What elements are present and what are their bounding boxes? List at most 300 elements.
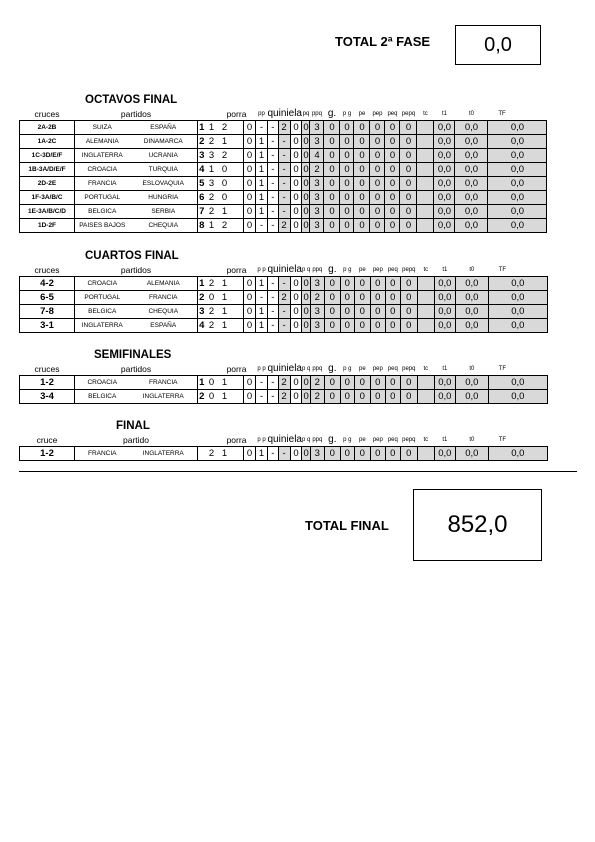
- match-number-cell: 3: [199, 306, 205, 317]
- t1-cell: 0,0: [434, 319, 455, 333]
- header-tc: tc: [423, 267, 429, 273]
- pep-cell: 0: [354, 177, 370, 191]
- match-number-cell: 5: [199, 178, 205, 189]
- header-pep: pep: [372, 267, 383, 273]
- quiniela-2-cell: 2: [278, 291, 290, 305]
- pepq-cell: 0: [385, 205, 400, 219]
- pg-cell: 0: [324, 390, 340, 404]
- header-pp: pp: [258, 111, 265, 117]
- header-g: g.: [328, 434, 337, 445]
- tc-cell: 0: [400, 305, 417, 319]
- header-pg: p g: [343, 437, 352, 443]
- t1-cell: 0,0: [434, 277, 455, 291]
- t0-cell: 0,0: [455, 291, 488, 305]
- quiniela-1-cell: 1: [256, 163, 268, 177]
- quiniela-2-cell: 2: [278, 121, 290, 135]
- header-row: [20, 434, 548, 447]
- pepq-cell: 0: [385, 135, 400, 149]
- quiniela-1-cell: 1: [256, 191, 268, 205]
- porra-local-cell: 2: [206, 191, 218, 205]
- porra-local-cell: 0: [206, 390, 218, 404]
- quiniela-x-cell: -: [268, 163, 279, 177]
- porra-visitante-cell: 2: [218, 121, 232, 135]
- t0-cell: 0,0: [455, 277, 488, 291]
- team-local-cell: BELGICA: [75, 305, 130, 319]
- quiniela-x-cell: -: [268, 149, 279, 163]
- quiniela-1-cell: 1: [256, 149, 268, 163]
- cruce-cell: 3-4: [20, 390, 75, 404]
- porra-spacer-cell: [232, 305, 244, 319]
- header-pe: pe: [358, 437, 366, 443]
- cuartos-title: CUARTOS FINAL: [85, 250, 179, 262]
- tc-spacer-cell: [417, 219, 434, 233]
- g-cell: 3: [310, 447, 324, 461]
- header-pq: p q: [301, 267, 311, 273]
- team-visitante-cell: FRANCIA: [130, 376, 198, 390]
- pp-cell: 0: [244, 319, 256, 333]
- pe-cell: 0: [340, 135, 354, 149]
- team-local-cell: INGLATERRA: [75, 149, 130, 163]
- header-pp: p p: [257, 437, 266, 443]
- table-row: [20, 219, 547, 233]
- header-tc: tc: [423, 111, 428, 117]
- tc-spacer-cell: [417, 277, 434, 291]
- porra-spacer-cell: [232, 191, 244, 205]
- t0-cell: 0,0: [455, 149, 488, 163]
- t0-cell: 0,0: [455, 205, 488, 219]
- quiniela-2-cell: -: [278, 447, 290, 461]
- porra-visitante-cell: 0: [218, 177, 232, 191]
- pe-cell: 0: [340, 277, 354, 291]
- header-cruces: cruce: [36, 435, 58, 445]
- quiniela-2-cell: -: [278, 163, 290, 177]
- team-visitante-cell: CHEQUIA: [130, 219, 198, 233]
- header-partidos: partido: [123, 435, 149, 445]
- team-local-cell: BELGICA: [75, 390, 130, 404]
- porra-spacer-cell: [232, 149, 244, 163]
- porra-spacer-cell: [232, 135, 244, 149]
- header-pp: p p: [257, 267, 266, 273]
- quiniela-1-cell: 1: [256, 447, 268, 461]
- header-blank: [198, 434, 206, 447]
- pe-cell: 0: [340, 390, 354, 404]
- porra-local-cell: 0: [206, 291, 218, 305]
- team-local-cell: CROACIA: [75, 163, 130, 177]
- header-pp: p p: [257, 366, 266, 372]
- pepq-cell: 0: [385, 163, 400, 177]
- peq-cell: 0: [370, 390, 385, 404]
- pe-cell: 0: [340, 219, 354, 233]
- quiniela-x-cell: -: [268, 177, 279, 191]
- quiniela-2-cell: -: [278, 205, 290, 219]
- pp-cell: 0: [244, 390, 256, 404]
- team-visitante-cell: FRANCIA: [130, 291, 198, 305]
- header-t1: t1: [442, 437, 448, 443]
- header-ppq: ppq: [312, 437, 323, 443]
- porra-local-cell: 3: [206, 177, 218, 191]
- g-cell: 2: [310, 163, 324, 177]
- porra-visitante-cell: 1: [218, 205, 232, 219]
- ppq-cell: 0: [303, 136, 309, 147]
- pp-cell: 0: [244, 376, 256, 390]
- header-pepq: pepq: [402, 366, 416, 372]
- ppq-cell: 0: [303, 206, 309, 217]
- g-cell: 2: [310, 376, 324, 390]
- peq-cell: 0: [370, 319, 385, 333]
- header-pep: pep: [372, 437, 383, 443]
- cruce-cell: 1C-3D/E/F: [20, 149, 75, 163]
- pe-cell: 0: [340, 177, 354, 191]
- header-peq: peq: [387, 437, 398, 443]
- header-tc: tc: [423, 437, 429, 443]
- pe-cell: 0: [340, 149, 354, 163]
- pq-cell: 0: [290, 319, 302, 333]
- header-blank: [206, 264, 218, 277]
- tc-cell: 0: [400, 219, 417, 233]
- pe-cell: 0: [340, 191, 354, 205]
- team-local-cell: FRANCIA: [75, 447, 130, 461]
- team-visitante-cell: CHEQUIA: [130, 305, 198, 319]
- match-number-cell: 1: [199, 278, 205, 289]
- quiniela-2-cell: -: [278, 277, 290, 291]
- pg-cell: 0: [324, 191, 340, 205]
- pep-cell: 0: [354, 376, 370, 390]
- pq-cell: 0: [290, 177, 302, 191]
- peq-cell: 0: [370, 376, 385, 390]
- t1-cell: 0,0: [434, 149, 455, 163]
- quiniela-1-cell: -: [256, 376, 268, 390]
- t1-cell: 0,0: [434, 163, 455, 177]
- t1-cell: 0,0: [434, 121, 455, 135]
- cruce-cell: 1B-3A/D/E/F: [20, 163, 75, 177]
- header-partidos: partidos: [120, 364, 152, 374]
- team-local-cell: SUIZA: [75, 121, 130, 135]
- cruce-cell: 1-2: [20, 376, 75, 390]
- quiniela-2-cell: -: [278, 177, 290, 191]
- header-t1: t1: [441, 111, 447, 117]
- pepq-cell: 0: [385, 149, 400, 163]
- tc-cell: 0: [400, 291, 417, 305]
- porra-spacer-cell: [232, 319, 244, 333]
- header-tf: TF: [498, 111, 506, 117]
- quiniela-2-cell: -: [278, 305, 290, 319]
- cruce-cell: 7-8: [20, 305, 75, 319]
- pq-cell: 0: [290, 121, 302, 135]
- table-row: [20, 305, 548, 319]
- porra-visitante-cell: 1: [218, 319, 232, 333]
- header-porra: porra: [226, 435, 247, 445]
- table-row: [20, 163, 547, 177]
- pep-cell: 0: [354, 163, 370, 177]
- match-number-cell: 6: [199, 192, 205, 203]
- ppq-cell: 0: [303, 278, 309, 289]
- quiniela-x-cell: -: [268, 121, 279, 135]
- team-visitante-cell: ALEMANIA: [130, 277, 198, 291]
- pep-cell: 0: [354, 149, 370, 163]
- header-porra: porra: [226, 109, 247, 119]
- ppq-cell: 0: [303, 122, 309, 133]
- pepq-cell: 0: [385, 191, 400, 205]
- pg-cell: 0: [324, 291, 340, 305]
- quiniela-x-cell: -: [268, 219, 279, 233]
- header-t0: t0: [469, 437, 475, 443]
- t1-cell: 0,0: [434, 390, 455, 404]
- quiniela-x-cell: -: [268, 191, 279, 205]
- header-porra: porra: [226, 265, 247, 275]
- header-g: g.: [328, 264, 337, 275]
- header-tf: TF: [498, 437, 506, 443]
- pp-cell: 0: [244, 177, 256, 191]
- bottom-divider: [19, 471, 577, 472]
- pp-cell: 0: [244, 135, 256, 149]
- pep-cell: 0: [354, 277, 370, 291]
- pep-cell: 0: [354, 121, 370, 135]
- pepq-cell: 0: [385, 390, 400, 404]
- total-final-label: TOTAL FINAL: [305, 518, 389, 533]
- pg-cell: 0: [324, 205, 340, 219]
- porra-spacer-cell: [232, 390, 244, 404]
- pg-cell: 0: [324, 376, 340, 390]
- header-row: [20, 363, 548, 376]
- tc-spacer-cell: [417, 305, 434, 319]
- header-ppq: ppq: [312, 267, 323, 273]
- header-peq: peq: [387, 111, 398, 117]
- pg-cell: 0: [324, 305, 340, 319]
- t0-cell: 0,0: [455, 319, 488, 333]
- t0-cell: 0,0: [455, 219, 488, 233]
- pg-cell: 0: [324, 277, 340, 291]
- tc-spacer-cell: [417, 149, 434, 163]
- porra-visitante-cell: 0: [218, 163, 232, 177]
- cruce-cell: 6-5: [20, 291, 75, 305]
- pp-cell: 0: [244, 121, 256, 135]
- quiniela-x-cell: -: [268, 447, 279, 461]
- header-blank: [206, 363, 218, 376]
- ppq-cell: 0: [303, 448, 309, 459]
- header-blank: [198, 363, 206, 376]
- tf-cell: 0,0: [488, 149, 547, 163]
- header-pg: p g: [342, 111, 352, 117]
- header-pe: pe: [358, 366, 366, 372]
- porra-local-cell: 1: [206, 163, 218, 177]
- g-cell: 3: [310, 277, 324, 291]
- pq-cell: 0: [290, 205, 302, 219]
- porra-local-cell: 1: [206, 219, 218, 233]
- header-porra: porra: [226, 364, 247, 374]
- porra-visitante-cell: 0: [218, 191, 232, 205]
- g-cell: 2: [310, 390, 324, 404]
- peq-cell: 0: [370, 163, 385, 177]
- table-row: [20, 135, 547, 149]
- t0-cell: 0,0: [455, 191, 488, 205]
- tc-spacer-cell: [417, 319, 434, 333]
- header-g: g.: [328, 363, 337, 374]
- table-row: [20, 177, 547, 191]
- porra-visitante-cell: 1: [218, 376, 232, 390]
- tc-spacer-cell: [417, 291, 434, 305]
- team-local-cell: BELGICA: [75, 205, 130, 219]
- pg-cell: 0: [324, 319, 340, 333]
- t1-cell: 0,0: [434, 376, 455, 390]
- t0-cell: 0,0: [455, 390, 488, 404]
- pp-cell: 0: [244, 163, 256, 177]
- header-pep: pep: [372, 111, 383, 117]
- tf-cell: 0,0: [488, 319, 547, 333]
- pepq-cell: 0: [385, 291, 400, 305]
- header-cruces: cruces: [34, 109, 60, 119]
- quiniela-1-cell: 1: [256, 135, 268, 149]
- header-pq: p q: [301, 366, 311, 372]
- team-visitante-cell: SERBIA: [130, 205, 198, 219]
- pep-cell: 0: [354, 305, 370, 319]
- t1-cell: 0,0: [434, 305, 455, 319]
- cruce-cell: 1E-3A/B/C/D: [20, 205, 75, 219]
- header-row: [20, 108, 547, 121]
- t0-cell: 0,0: [455, 447, 488, 461]
- tf-cell: 0,0: [488, 305, 547, 319]
- match-number-cell: 2: [199, 292, 205, 303]
- pq-cell: 0: [290, 191, 302, 205]
- semis-title: SEMIFINALES: [94, 349, 172, 361]
- quiniela-2-cell: 2: [278, 219, 290, 233]
- pq-cell: 0: [290, 305, 302, 319]
- table-row: [20, 447, 548, 461]
- porra-visitante-cell: 1: [218, 447, 232, 461]
- pp-cell: 0: [244, 447, 256, 461]
- header-t1: t1: [442, 267, 448, 273]
- header-peq: peq: [387, 267, 398, 273]
- pep-cell: 0: [354, 205, 370, 219]
- header-ppq: ppq: [311, 111, 322, 117]
- header-tf: TF: [498, 267, 506, 273]
- quiniela-x-cell: -: [268, 135, 279, 149]
- header-blank: [198, 108, 206, 121]
- cruce-cell: 3-1: [20, 319, 75, 333]
- tf-cell: 0,0: [488, 205, 547, 219]
- quiniela-1-cell: -: [256, 219, 268, 233]
- pep-cell: 0: [354, 191, 370, 205]
- tf-cell: 0,0: [488, 135, 547, 149]
- peq-cell: 0: [370, 191, 385, 205]
- quiniela-1-cell: 1: [256, 277, 268, 291]
- team-visitante-cell: INGLATERRA: [130, 447, 198, 461]
- octavos-table: [19, 108, 547, 233]
- porra-spacer-cell: [232, 177, 244, 191]
- header-pep: pep: [372, 366, 383, 372]
- cruce-cell: 1D-2F: [20, 219, 75, 233]
- quiniela-1-cell: -: [256, 390, 268, 404]
- peq-cell: 0: [370, 447, 385, 461]
- team-local-cell: ALEMANIA: [75, 135, 130, 149]
- pg-cell: 0: [324, 219, 340, 233]
- pe-cell: 0: [340, 205, 354, 219]
- g-cell: 2: [310, 291, 324, 305]
- t1-cell: 0,0: [434, 177, 455, 191]
- peq-cell: 0: [370, 219, 385, 233]
- quiniela-1-cell: 1: [256, 305, 268, 319]
- quiniela-x-cell: -: [268, 291, 279, 305]
- pg-cell: 0: [324, 135, 340, 149]
- t1-cell: 0,0: [434, 447, 455, 461]
- pepq-cell: 0: [385, 219, 400, 233]
- peq-cell: 0: [370, 121, 385, 135]
- pepq-cell: 0: [385, 376, 400, 390]
- pepq-cell: 0: [385, 305, 400, 319]
- tf-cell: 0,0: [488, 390, 547, 404]
- header-g: g.: [327, 108, 337, 119]
- porra-local-cell: 3: [206, 149, 218, 163]
- team-visitante-cell: HUNGRIA: [130, 191, 198, 205]
- quiniela-x-cell: -: [268, 319, 279, 333]
- header-pepq: pepq: [402, 437, 416, 443]
- pq-cell: 0: [290, 376, 302, 390]
- team-visitante-cell: DINAMARCA: [130, 135, 198, 149]
- peq-cell: 0: [370, 277, 385, 291]
- quiniela-1-cell: -: [256, 291, 268, 305]
- header-ppq: ppq: [312, 366, 323, 372]
- header-pq: pq: [302, 111, 310, 117]
- pepq-cell: 0: [385, 447, 400, 461]
- header-t0: t0: [469, 267, 475, 273]
- peq-cell: 0: [370, 205, 385, 219]
- team-visitante-cell: ESLOVAQUIA: [130, 177, 198, 191]
- header-t1: t1: [442, 366, 448, 372]
- pepq-cell: 0: [385, 177, 400, 191]
- cruce-cell: 1-2: [20, 447, 75, 461]
- ppq-cell: 0: [303, 150, 309, 161]
- peq-cell: 0: [370, 135, 385, 149]
- tc-cell: 0: [400, 277, 417, 291]
- total-fase-label: TOTAL 2ª FASE: [335, 34, 431, 49]
- t1-cell: 0,0: [434, 205, 455, 219]
- pp-cell: 0: [244, 191, 256, 205]
- quiniela-x-cell: -: [268, 376, 279, 390]
- final-title: FINAL: [116, 420, 150, 432]
- porra-visitante-cell: 1: [218, 277, 232, 291]
- pq-cell: 0: [290, 149, 302, 163]
- g-cell: 3: [310, 121, 324, 135]
- header-peq: peq: [387, 366, 398, 372]
- semis-table: [19, 363, 548, 404]
- ppq-cell: 0: [303, 320, 309, 331]
- tf-cell: 0,0: [488, 291, 547, 305]
- g-cell: 3: [310, 305, 324, 319]
- header-blank: [198, 264, 206, 277]
- tc-spacer-cell: [417, 376, 434, 390]
- porra-visitante-cell: 2: [218, 219, 232, 233]
- table-row: [20, 121, 547, 135]
- pe-cell: 0: [340, 121, 354, 135]
- porra-spacer-cell: [232, 121, 244, 135]
- match-number-cell: 8: [199, 220, 205, 231]
- tc-cell: 0: [400, 205, 417, 219]
- pep-cell: 0: [354, 135, 370, 149]
- pe-cell: 0: [340, 376, 354, 390]
- team-visitante-cell: INGLATERRA: [130, 390, 198, 404]
- header-t0: t0: [469, 366, 475, 372]
- tc-spacer-cell: [417, 135, 434, 149]
- header-tf: TF: [498, 366, 506, 372]
- porra-visitante-cell: 1: [218, 305, 232, 319]
- pep-cell: 0: [354, 319, 370, 333]
- pe-cell: 0: [340, 447, 354, 461]
- table-row: [20, 376, 548, 390]
- pq-cell: 0: [290, 277, 302, 291]
- porra-spacer-cell: [232, 376, 244, 390]
- match-number-cell: 1: [199, 377, 205, 388]
- header-quiniela: quiniela: [267, 108, 302, 119]
- quiniela-2-cell: 2: [278, 376, 290, 390]
